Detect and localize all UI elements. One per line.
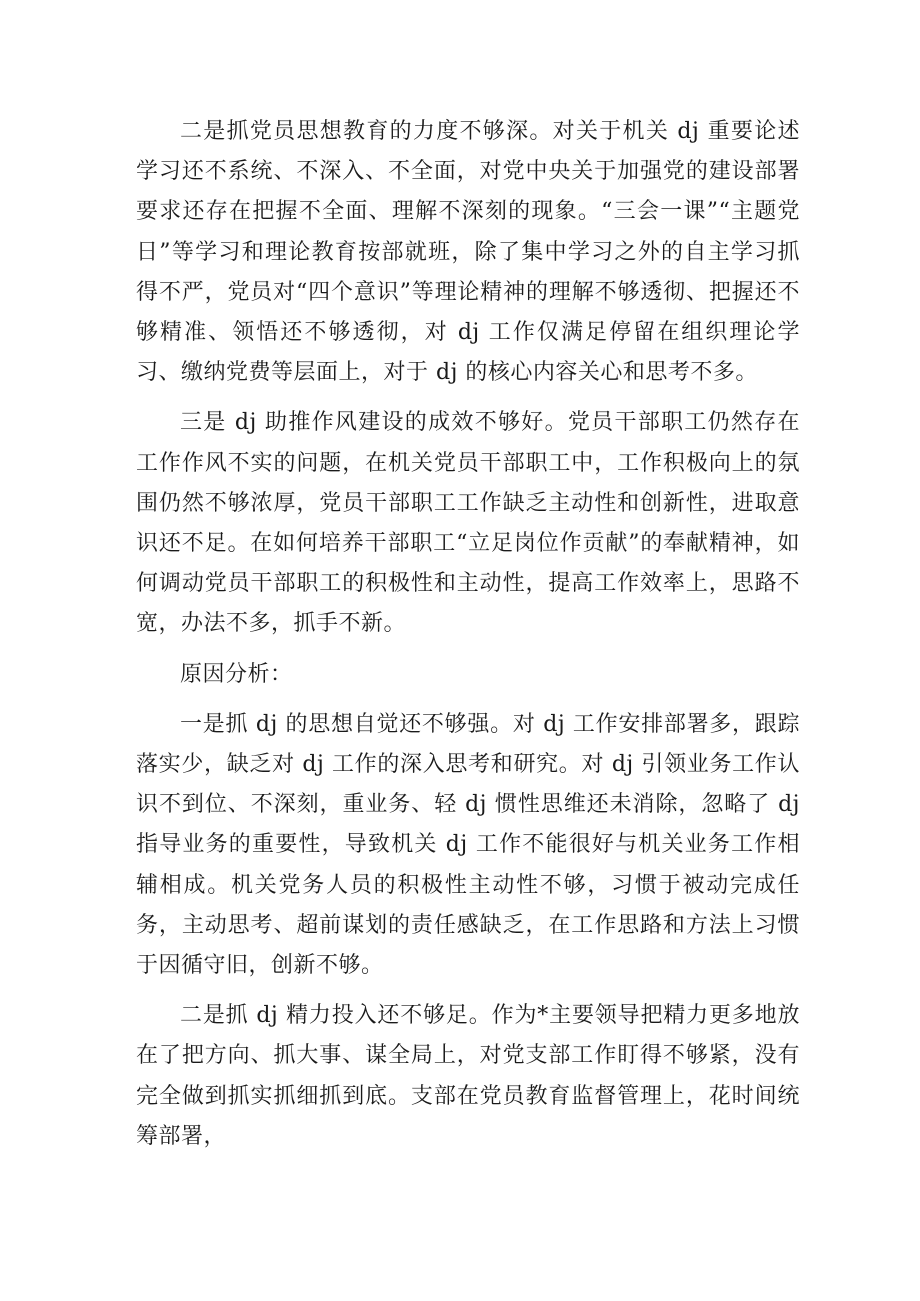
paragraph-problem-2: 二是抓党员思想教育的力度不够深。对关于机关 dj 重要论述学习还不系统、不深入、不全面，对党中央关于加强党的建设部署要求还存在把握不全面、理解不深刻的现象。“三会一课”“主题党日”等学习和理论教育按部就班，除了集中学习之外的自主学习抓得不严，党员对“四个意识”等理论精神的理解不够透彻、把握还不够精准、领悟还不够透彻，对 dj 工作仅满足停留在组织理论学习、缴纳党费等层面上，对于 dj 的核心内容关心和思考不多。 [136, 119, 800, 386]
paragraph-gap [136, 645, 800, 655]
document-body [136, 112, 800, 1157]
paragraph-cause-1: 一是抓 dj 的思想自觉还不够强。对 dj 工作安排部署多，跟踪落实少，缺乏对 dj 工作的深入思考和研究。对 dj 引领业务工作认识不到位、不深刻，重业务、轻 dj 惯性思维还未消除，忽略了 dj 指导业务的重要性，导致机关 dj 工作不能很好与机关业务工作相辅相成。机关党务人员的积极性主动性不够，习惯于被动完成任务，主动思考、超前谋划的责任感缺乏，在工作思路和方法上习惯于因循守旧，创新不够。 [136, 711, 800, 979]
paragraph-gap [136, 393, 800, 403]
paragraph-cause-2: 二是抓 dj 精力投入还不够足。作为*主要领导把精力更多地放在了把方向、抓大事、谋全局上，对党支部工作盯得不够紧，没有完全做到抓实抓细抓到底。支部在党员教育监督管理上，花时间统筹部署， [136, 1003, 800, 1149]
paragraph-problem-3: 三是 dj 助推作风建设的成效不够好。党员干部职工仍然存在工作作风不实的问题，在机关党员干部职工中，工作积极向上的氛围仍然不够浓厚，党员干部职工工作缺乏主动性和创新性，进取意识还不足。在如何培养干部职工“立足岗位作贡献”的奉献精神，如何调动党员干部职工的积极性和主动性，提高工作效率上，思路不宽，办法不多，抓手不新。 [136, 410, 800, 637]
paragraph-gap [136, 695, 800, 705]
section-heading-cause-analysis: 原因分析： [180, 661, 293, 687]
paragraph-gap [136, 986, 800, 996]
